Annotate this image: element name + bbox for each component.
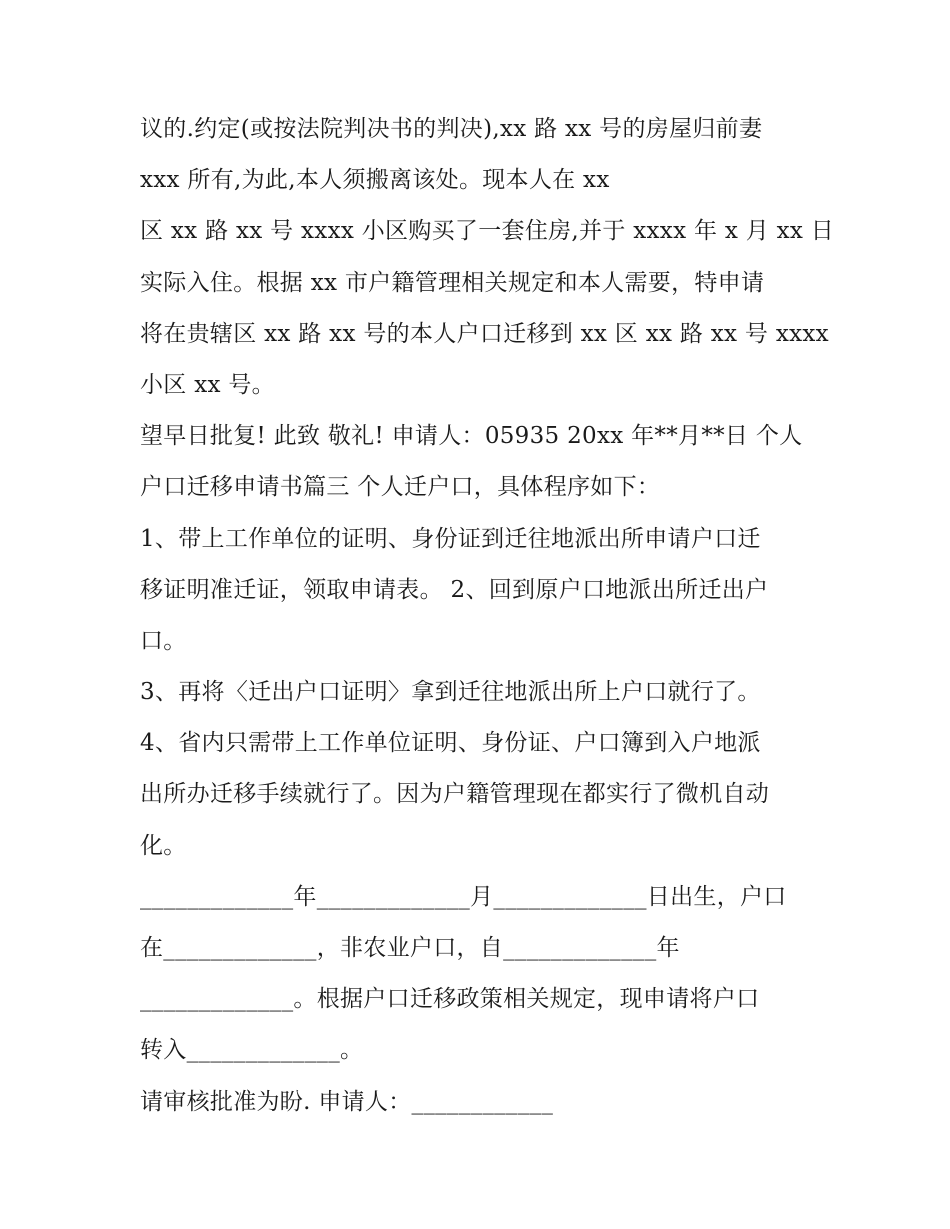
text-line: 户口迁移申请书篇三 个人迁户口，具体程序如下： [140,474,661,501]
text-line: 小区 xx 号。 [140,371,275,398]
text-line: 将在贵辖区 xx 路 xx 号的本人户口迁移到 xx 区 xx 路 xx 号 xxxx [140,320,829,347]
text-line: 望早日批复! 此致 敬礼! 申请人：05935 20xx 年**月**日 个人 [140,423,803,450]
document-body [140,104,840,1128]
text-line: 1、带上工作单位的证明、身份证到迁往地派出所申请户口迁 [140,525,761,552]
signature-line: 请审核批准为盼. 申请人：____________ [140,1088,554,1115]
form-line: 转入_____________。 [140,1037,364,1064]
text-line: 议的.约定(或按法院判决书的判决),xx 路 xx 号的房屋归前妻 [140,116,763,142]
form-line: _____________年_____________月_____________日出生，户口 [140,883,787,910]
text-line: 化。 [140,832,187,859]
text-line: 口。 [140,627,187,654]
text-line: 区 xx 路 xx 号 xxxx 小区购买了一套住房,并于 xxxx 年 x 月 xx 日 [140,218,835,245]
text-line: 实际入住。根据 xx 市户籍管理相关规定和本人需要，特申请 [140,269,765,296]
text-line: 4、省内只需带上工作单位证明、身份证、户口簿到入户地派 [140,730,761,757]
text-line: 移证明准迁证，领取申请表。 2、回到原户口地派出所迁出户 [140,576,769,603]
text-line: 出所办迁移手续就行了。因为户籍管理现在都实行了微机自动 [140,781,770,808]
text-line: xxx 所有,为此,本人须搬离该处。现本人在 xx [140,167,610,194]
form-line: 在_____________，非农业户口，自_____________年 [140,935,680,961]
form-line: _____________。根据户口迁移政策相关规定，现申请将户口 [140,986,760,1013]
text-line: 3、再将〈迁出户口证明〉拿到迁往地派出所上户口就行了。 [140,679,761,706]
